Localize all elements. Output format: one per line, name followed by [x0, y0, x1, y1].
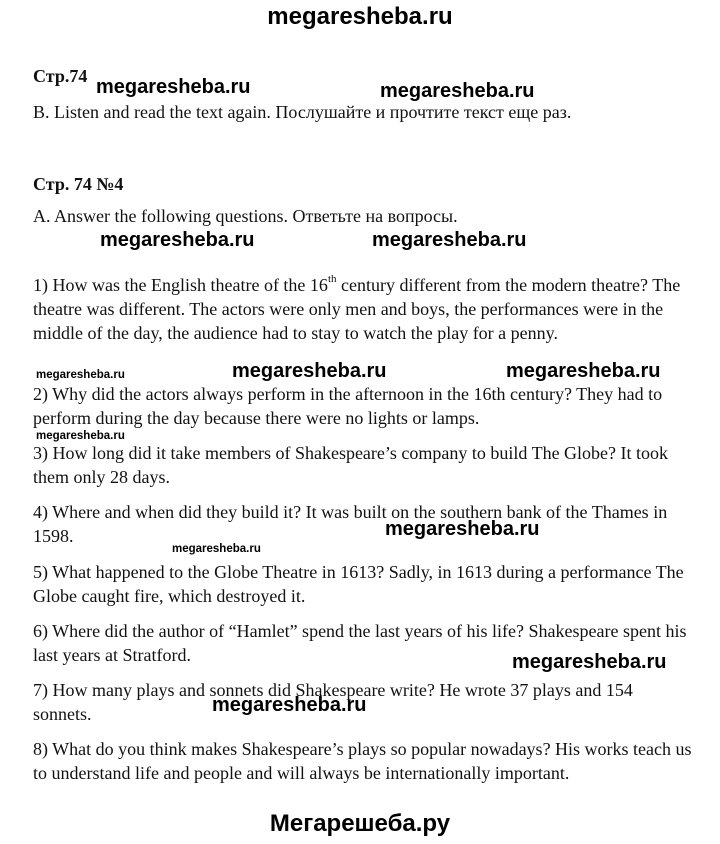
answer-text: 1) How was the English theatre of the 16	[33, 275, 328, 295]
section1-task: B. Listen and read the text again. Послушайте и прочтите текст еще раз.	[33, 102, 572, 122]
watermark: megaresheba.ru	[512, 651, 667, 673]
watermark: megaresheba.ru	[212, 694, 367, 716]
answer-item: 4) Where and when did they build it? It was built on the southern bank of the Thames in 1598.	[33, 502, 668, 546]
answer-item: 2) Why did the actors always perform in the afternoon in the 16th century? They had to perform during the day because there were no lights or lamps.	[33, 384, 663, 428]
watermark: megaresheba.ru	[36, 369, 125, 381]
watermark: megaresheba.ru	[36, 430, 125, 442]
answer-item: 5) What happened to the Globe Theatre in 1613? Sadly, in 1613 during a performance The Globe caught fire, which destroyed it.	[33, 562, 684, 606]
answer-item	[33, 273, 693, 345]
watermark: megaresheba.ru	[372, 229, 527, 251]
watermark: megaresheba.ru	[232, 360, 387, 382]
answer-item: 3) How long did it take members of Shakespeare’s company to build The Globe? It took them only 28 days.	[33, 443, 669, 487]
answer-item: 8) What do you think makes Shakespeare’s plays so popular nowadays? His works teach us to understand life and people and will always be internationally important.	[33, 739, 692, 783]
watermark: megaresheba.ru	[96, 76, 251, 98]
watermark: megaresheba.ru	[385, 518, 540, 540]
answer-item: 7) How many plays and sonnets did Shakespeare write? He wrote 37 plays and 154 sonnets.	[33, 680, 633, 724]
answer-item: 6) Where did the author of “Hamlet” spend the last years of his life? Shakespeare spent his last years at Stratford.	[33, 621, 687, 665]
watermark: megaresheba.ru	[100, 229, 255, 251]
section2-title: Стр. 74 №4	[33, 174, 124, 194]
footer-watermark: Мегарешеба.ру	[269, 810, 451, 837]
watermark: megaresheba.ru	[380, 80, 535, 102]
section2-task: A. Answer the following questions. Ответьте на вопросы.	[33, 206, 458, 226]
answer-text: century different from the modern theatre? The theatre was different. The actors were only men and boys, the performances were in the middle of the day, the audience had to stay to watch the play for a penny.	[33, 275, 681, 343]
superscript: th	[327, 273, 337, 285]
watermark: megaresheba.ru	[172, 543, 261, 555]
watermark: megaresheba.ru	[506, 360, 661, 382]
header-watermark: megaresheba.ru	[267, 3, 453, 30]
section1-title: Стр.74	[33, 66, 88, 86]
